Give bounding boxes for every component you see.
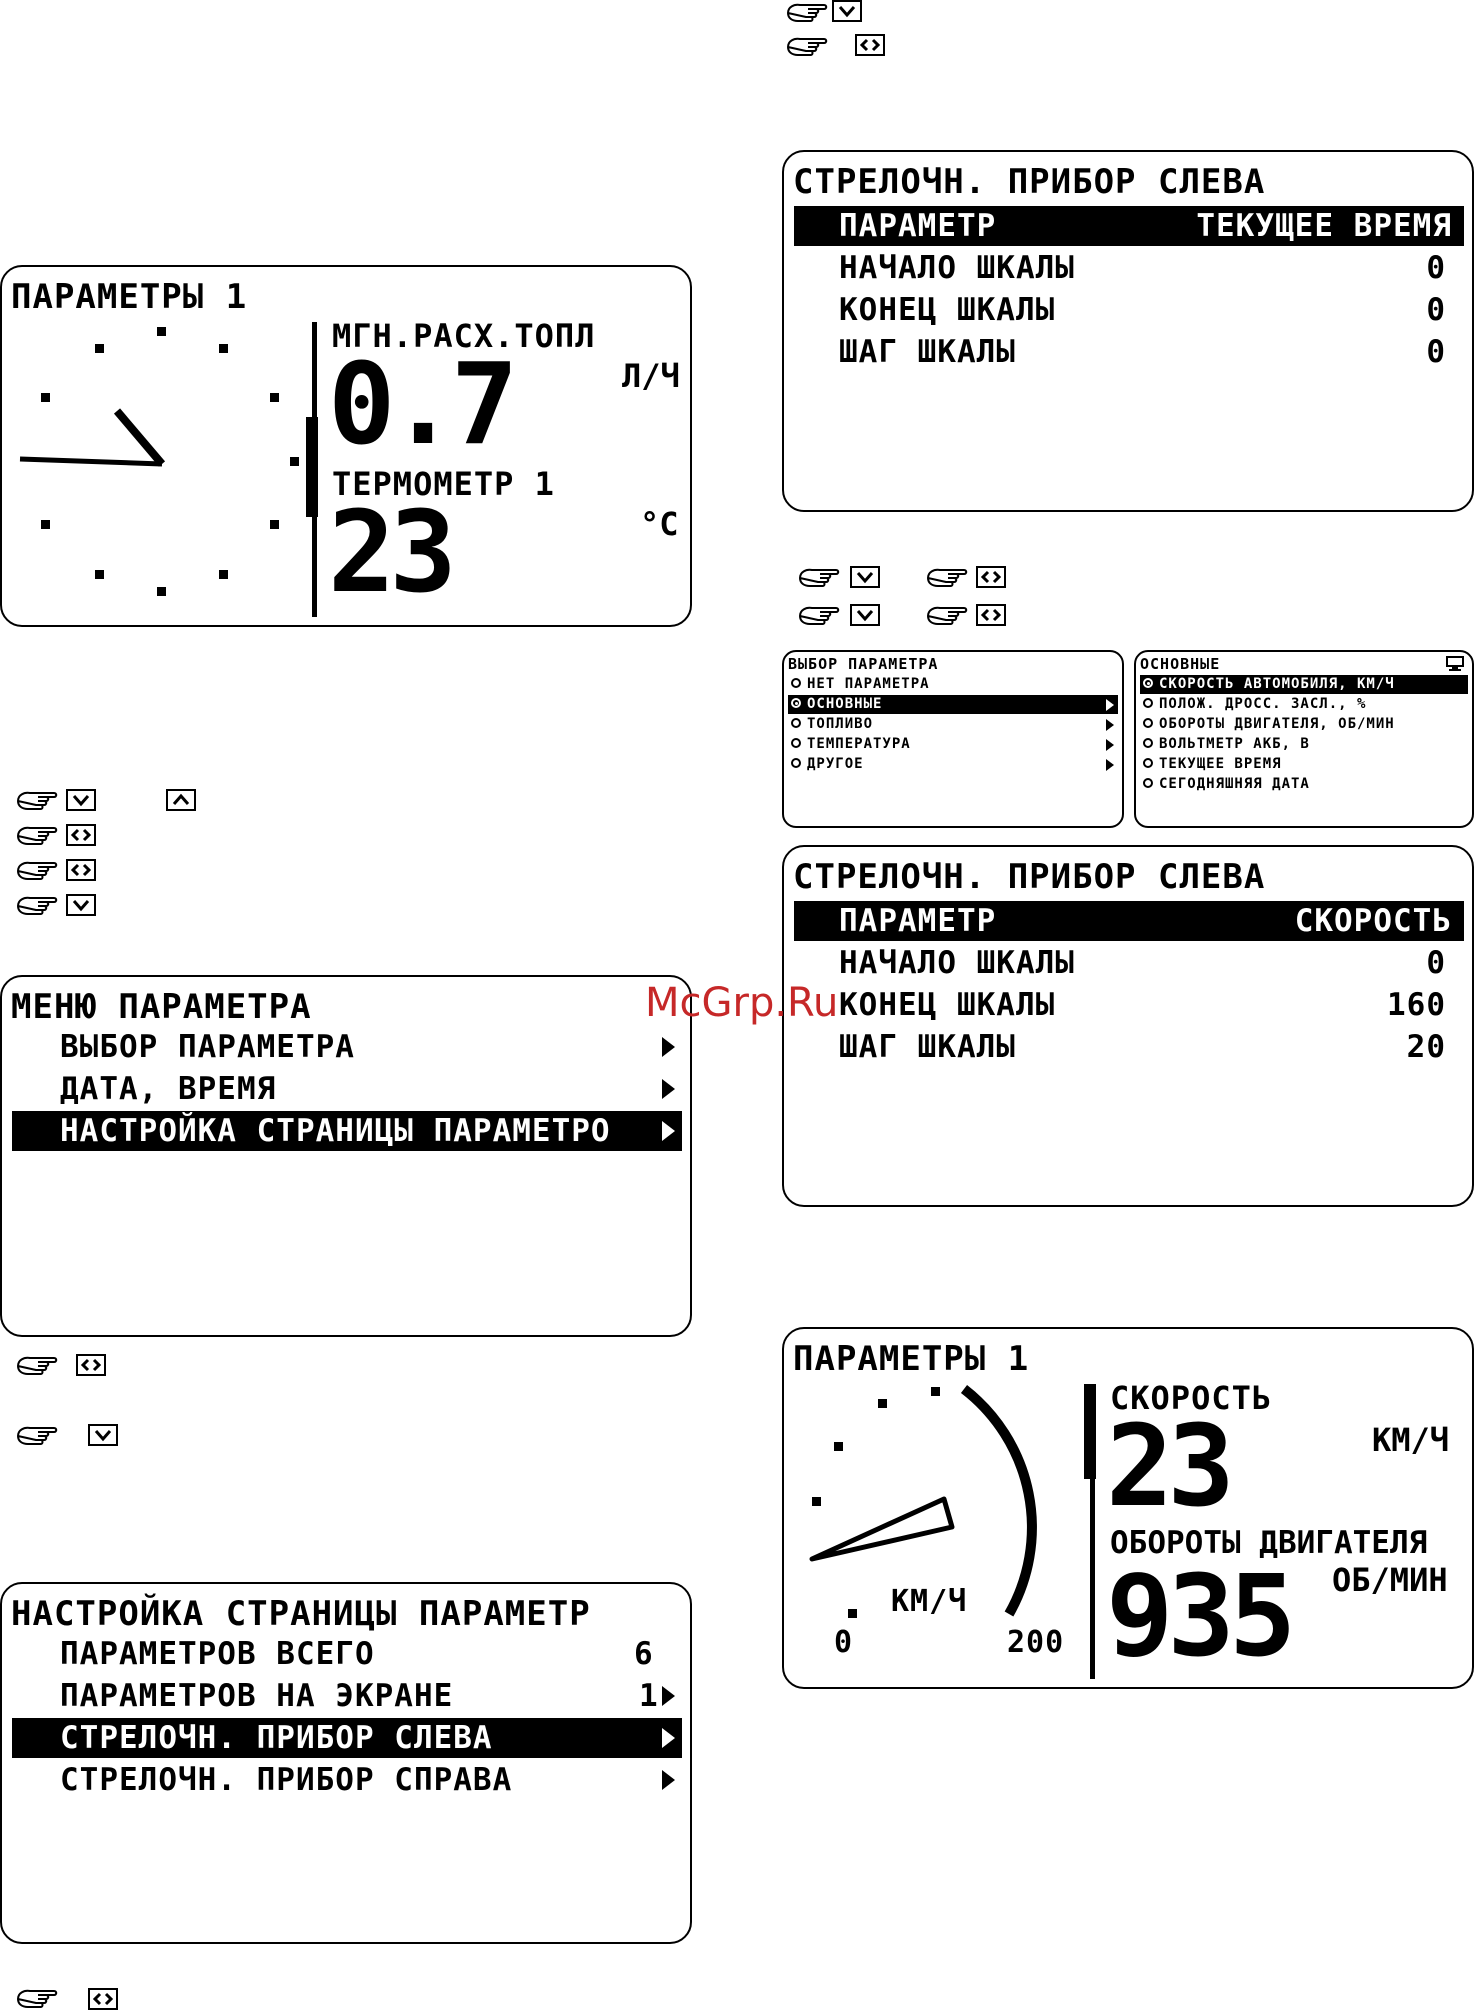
select-item-fuel[interactable]: [788, 715, 1118, 734]
select-item-label: НЕТ ПАРАМЕТРА: [807, 676, 930, 692]
page-setup-screen: [0, 1582, 692, 1944]
gauge-row-label: ПАРАМЕТР: [839, 208, 997, 244]
select-item-label: ТОПЛИВО: [807, 716, 874, 732]
basic-item-throttle[interactable]: [1140, 695, 1468, 714]
basic-item-voltmeter[interactable]: [1140, 735, 1468, 754]
select-item-temperature[interactable]: [788, 735, 1118, 754]
gauge-row-scale-start[interactable]: [794, 248, 1464, 288]
screen-title: СТРЕЛОЧН. ПРИБОР СЛЕВА: [793, 857, 1266, 897]
down-key-icon: [832, 0, 862, 22]
basic-item-label: ПОЛОЖ. ДРОСС. ЗАСЛ., %: [1159, 696, 1367, 712]
gauge-row-value: 160: [1387, 987, 1446, 1023]
gauge-max-label: 200: [1007, 1625, 1065, 1660]
hand-pointer-icon: [798, 565, 842, 591]
select-item-none[interactable]: [788, 675, 1118, 694]
select-item-label: ТЕМПЕРАТУРА: [807, 736, 911, 752]
basic-item-speed[interactable]: [1140, 675, 1468, 694]
radio-button[interactable]: [1143, 778, 1153, 788]
params1-clock-screen: [0, 265, 692, 627]
gauge-row-scale-step[interactable]: [794, 1027, 1464, 1067]
menu-item-select-parameter[interactable]: [12, 1027, 682, 1067]
gauge-row-parameter[interactable]: [794, 206, 1464, 246]
param1-unit: Л/Ч: [622, 357, 680, 395]
setup-item-value: 1: [639, 1678, 659, 1714]
radio-button[interactable]: [1143, 738, 1153, 748]
setup-item-gauge-right[interactable]: [12, 1760, 682, 1800]
hand-pointer-icon: [16, 858, 60, 884]
down-key-icon: [850, 566, 880, 588]
radio-button[interactable]: [791, 718, 801, 728]
hand-pointer-icon: [16, 1423, 60, 1449]
param2-value: 935: [1106, 1552, 1291, 1682]
watermark: McGrp.Ru: [645, 980, 839, 1026]
menu-item-label: ДАТА, ВРЕМЯ: [60, 1071, 277, 1107]
gauge-row-value: 0: [1426, 945, 1446, 981]
hand-pointer-icon: [786, 0, 830, 26]
chevron-right-icon: [1106, 739, 1114, 751]
screen-title: ОСНОВНЫЕ: [1140, 655, 1221, 673]
basic-item-label: ВОЛЬТМЕТР АКБ, В: [1159, 736, 1310, 752]
radio-button[interactable]: [791, 758, 801, 768]
hand-pointer-icon: [16, 823, 60, 849]
radio-button[interactable]: [791, 678, 801, 688]
down-key-icon: [66, 894, 96, 916]
radio-button[interactable]: [1143, 758, 1153, 768]
gauge-row-scale-start[interactable]: [794, 943, 1464, 983]
gauge-row-label: ШАГ ШКАЛЫ: [839, 334, 1016, 370]
gauge-row-value: СКОРОСТЬ: [1294, 903, 1452, 939]
radio-button[interactable]: [791, 698, 801, 708]
param1-value: 0.7: [328, 340, 513, 470]
basic-parameters-screen: [1134, 650, 1474, 828]
gauge-row-label: НАЧАЛО ШКАЛЫ: [839, 250, 1075, 286]
radio-button[interactable]: [1143, 698, 1153, 708]
setup-item-params-on-screen[interactable]: [12, 1676, 682, 1716]
gauge-row-label: НАЧАЛО ШКАЛЫ: [839, 945, 1075, 981]
screen-title: МЕНЮ ПАРАМЕТРА: [11, 987, 312, 1027]
gauge-row-label: ШАГ ШКАЛЫ: [839, 1029, 1016, 1065]
computer-icon: [1446, 656, 1464, 672]
setup-item-label: СТРЕЛОЧН. ПРИБОР СПРАВА: [60, 1762, 513, 1798]
setup-item-value: 6: [634, 1636, 654, 1672]
basic-item-date[interactable]: [1140, 775, 1468, 794]
screen-title: ПАРАМЕТРЫ 1: [11, 277, 248, 317]
chevron-right-icon: [662, 1686, 675, 1706]
select-item-label: ОСНОВНЫЕ: [807, 696, 883, 712]
basic-item-label: СЕГОДНЯШНЯЯ ДАТА: [1159, 776, 1310, 792]
parameter-menu-screen: [0, 975, 692, 1337]
up-key-icon: [166, 789, 196, 811]
menu-item-page-setup[interactable]: [12, 1111, 682, 1151]
radio-button[interactable]: [1143, 678, 1153, 688]
gauge-row-scale-step[interactable]: [794, 332, 1464, 372]
gauge-row-value: 0: [1426, 292, 1446, 328]
gauge-min-label: 0: [834, 1625, 854, 1660]
basic-item-time[interactable]: [1140, 755, 1468, 774]
params1-gauge-screen: [782, 1327, 1474, 1689]
left-right-key-icon: [76, 1354, 106, 1376]
select-item-basic[interactable]: [788, 695, 1118, 714]
chevron-right-icon: [1106, 759, 1114, 771]
hand-pointer-icon: [16, 893, 60, 919]
param1-unit: КМ/Ч: [1372, 1421, 1450, 1459]
gauge-unit-label: КМ/Ч: [891, 1584, 968, 1619]
chevron-right-icon: [662, 1079, 675, 1099]
basic-item-label: ОБОРОТЫ ДВИГАТЕЛЯ, ОБ/МИН: [1159, 716, 1395, 732]
menu-item-date-time[interactable]: [12, 1069, 682, 1109]
menu-item-label: НАСТРОЙКА СТРАНИЦЫ ПАРАМЕТРО: [60, 1113, 611, 1149]
left-right-key-icon: [88, 1988, 118, 2010]
radio-button[interactable]: [1143, 718, 1153, 728]
radio-button[interactable]: [791, 738, 801, 748]
down-key-icon: [88, 1424, 118, 1446]
chevron-right-icon: [662, 1770, 675, 1790]
param1-value: 23: [1106, 1402, 1229, 1532]
setup-item-gauge-left[interactable]: [12, 1718, 682, 1758]
left-right-key-icon: [976, 566, 1006, 588]
param2-unit: ОБ/МИН: [1332, 1561, 1448, 1599]
gauge-row-parameter[interactable]: [794, 901, 1464, 941]
basic-item-label: СКОРОСТЬ АВТОМОБИЛЯ, КМ/Ч: [1159, 676, 1395, 692]
screen-title: НАСТРОЙКА СТРАНИЦЫ ПАРАМЕТР: [11, 1594, 591, 1634]
screen-title: ПАРАМЕТРЫ 1: [793, 1339, 1030, 1379]
divider-marker: [306, 417, 318, 517]
select-item-label: ДРУГОЕ: [807, 756, 864, 772]
param2-label: ОБОРОТЫ ДВИГАТЕЛЯ: [1110, 1525, 1428, 1561]
divider-marker: [1084, 1384, 1096, 1479]
left-right-key-icon: [66, 859, 96, 881]
gauge-row-label: КОНЕЦ ШКАЛЫ: [839, 987, 1056, 1023]
setup-item-params-total[interactable]: [12, 1634, 682, 1674]
menu-item-label: ВЫБОР ПАРАМЕТРА: [60, 1029, 355, 1065]
down-key-icon: [850, 604, 880, 626]
hand-pointer-icon: [926, 565, 970, 591]
gauge-row-label: ПАРАМЕТР: [839, 903, 997, 939]
screen-title: ВЫБОР ПАРАМЕТРА: [788, 655, 939, 673]
hand-pointer-icon: [786, 34, 830, 60]
gauge-row-scale-end[interactable]: [794, 290, 1464, 330]
down-key-icon: [66, 789, 96, 811]
gauge-row-value: ТЕКУЩЕЕ ВРЕМЯ: [1196, 208, 1452, 244]
gauge-row-value: 20: [1406, 1029, 1446, 1065]
setup-item-label: СТРЕЛОЧН. ПРИБОР СЛЕВА: [60, 1720, 493, 1756]
hand-pointer-icon: [16, 788, 60, 814]
setup-item-label: ПАРАМЕТРОВ ВСЕГО: [60, 1636, 375, 1672]
hand-pointer-icon: [926, 603, 970, 629]
param2-value: 23: [328, 488, 451, 618]
chevron-right-icon: [662, 1037, 675, 1057]
basic-item-label: ТЕКУЩЕЕ ВРЕМЯ: [1159, 756, 1282, 772]
select-item-other[interactable]: [788, 755, 1118, 774]
gauge-row-label: КОНЕЦ ШКАЛЫ: [839, 292, 1056, 328]
hand-pointer-icon: [798, 603, 842, 629]
param1-label: СКОРОСТЬ: [1110, 1379, 1273, 1417]
param2-label: ТЕРМОМЕТР 1: [332, 465, 555, 503]
left-right-key-icon: [66, 824, 96, 846]
chevron-right-icon: [662, 1728, 675, 1748]
param1-label: МГН.РАСХ.ТОПЛ: [332, 317, 596, 355]
gauge-row-value: 0: [1426, 250, 1446, 286]
gauge-row-value: 0: [1426, 334, 1446, 370]
chevron-right-icon: [1106, 699, 1114, 711]
param2-unit: °С: [640, 505, 679, 543]
gauge-left-settings-screen-time: [782, 150, 1474, 512]
select-parameter-screen: [782, 650, 1124, 828]
setup-item-label: ПАРАМЕТРОВ НА ЭКРАНЕ: [60, 1678, 454, 1714]
chevron-right-icon: [662, 1121, 675, 1141]
analog-clock: [12, 317, 302, 617]
gauge-left-settings-screen-speed: [782, 845, 1474, 1207]
basic-item-rpm[interactable]: [1140, 715, 1468, 734]
gauge-row-scale-end[interactable]: [794, 985, 1464, 1025]
left-right-key-icon: [855, 34, 885, 56]
chevron-right-icon: [1106, 719, 1114, 731]
hand-pointer-icon: [16, 1353, 60, 1379]
left-right-key-icon: [976, 604, 1006, 626]
hand-pointer-icon: [16, 1986, 60, 2012]
screen-title: СТРЕЛОЧН. ПРИБОР СЛЕВА: [793, 162, 1266, 202]
